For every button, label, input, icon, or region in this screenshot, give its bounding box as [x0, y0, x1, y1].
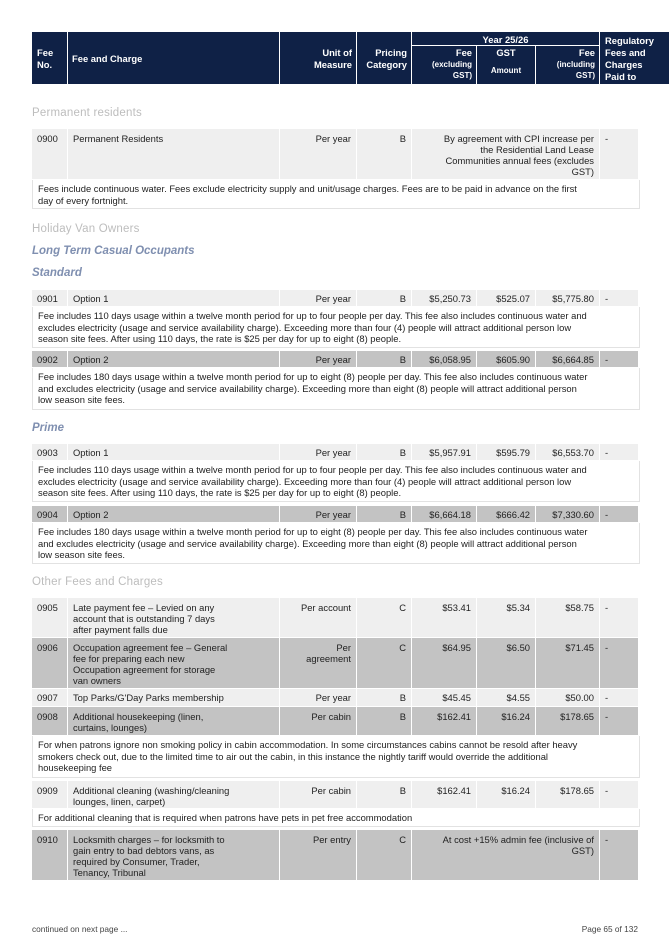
merged-line-1: At cost +15% admin fee (inclusive of	[442, 834, 594, 845]
table-row-0909	[32, 781, 638, 809]
note-line: low season site fees.	[38, 394, 126, 406]
regulatory: -	[605, 354, 609, 365]
header-fee-incl	[536, 46, 599, 84]
fee-no: 0907	[37, 692, 58, 703]
merged-line-2: GST)	[571, 845, 594, 856]
note-line: and excludes electricity (usage and service availability charge). Exceeding more than eight (8) people will attract additional person	[38, 537, 577, 549]
regulatory: -	[605, 834, 609, 845]
fee-name-line: fee for preparing each new	[73, 653, 185, 664]
cell-fee-no	[32, 830, 67, 881]
cell-fee-incl	[536, 707, 599, 736]
cell-fee-excl	[412, 781, 476, 809]
header-unit-of-measure	[280, 32, 356, 84]
note-line: Fee includes 180 days usage within a twelve month period for up to eight (8) people per day. This fee also includes continuous water	[38, 526, 588, 537]
fee-incl: $71.45	[565, 642, 594, 653]
note-0909	[32, 809, 640, 827]
unit: Per year	[315, 692, 351, 703]
cell-fee-incl	[536, 444, 599, 461]
cell-fee-incl	[536, 689, 599, 707]
header-gst	[477, 46, 535, 84]
gst: $16.24	[501, 711, 530, 722]
cell-fee-name	[68, 598, 279, 638]
fee-excl: $45.45	[442, 692, 471, 703]
cell-gst	[477, 781, 535, 809]
gst: $605.90	[496, 354, 530, 365]
note-line: For additional cleaning that is required when patrons have pets in pet free accommodation	[38, 812, 413, 823]
note-0908	[32, 736, 640, 778]
cell-fee-no	[32, 290, 67, 307]
note-line: Fee includes 110 days usage within a twelve month period for up to four people per day. This fee also includes continuous water and	[38, 310, 587, 321]
header-fee-no-label: Fee No.	[37, 47, 54, 70]
unit: Per year	[315, 447, 351, 458]
cell-merged-fee	[412, 830, 599, 881]
note-line: Fee includes 180 days usage within a twelve month period for up to eight (8) people per day. This fee also includes continuous water	[38, 371, 588, 382]
header-regulatory-l3: Charges	[605, 59, 643, 70]
cell-gst	[477, 598, 535, 638]
fee-incl: $6,553.70	[552, 447, 594, 458]
cell-unit	[280, 707, 356, 736]
table-row-0907	[32, 689, 638, 707]
cell-fee-no	[32, 351, 67, 368]
cell-regulatory	[600, 689, 638, 707]
merged-line-4: GST)	[571, 166, 594, 177]
fee-no: 0904	[37, 509, 58, 520]
cell-category	[357, 444, 411, 461]
cell-regulatory	[600, 598, 638, 638]
note-line: Fee includes 110 days usage within a twelve month period for up to four people per day. This fee also includes continuous water and	[38, 464, 587, 475]
fee-name: Permanent Residents	[73, 133, 164, 144]
header-fee-excl-l3: GST)	[452, 71, 472, 80]
merged-line-3: Communities annual fees (excludes	[445, 155, 594, 166]
fee-no: 0903	[37, 447, 58, 458]
cell-regulatory	[600, 351, 638, 368]
table-row-0901	[32, 290, 638, 307]
cell-unit	[280, 290, 356, 307]
note-line: low season site fees.	[38, 549, 126, 561]
subsection-long-term-casual: Long Term Casual Occupants	[32, 245, 195, 257]
category: B	[399, 447, 406, 458]
header-gst-l2: Amount	[490, 66, 522, 75]
gst: $666.42	[496, 509, 530, 520]
category: C	[399, 642, 406, 653]
category: C	[399, 834, 406, 845]
table-row-0905	[32, 598, 638, 638]
unit: Per cabin	[311, 785, 351, 796]
cell-regulatory	[600, 444, 638, 461]
fee-name-line: required by Consumer, Trader,	[73, 856, 200, 867]
note-line: smokers check out, due to the limited time to air out the cabin, in this instance the nightly tariff would override the additional	[38, 750, 548, 762]
fee-incl: $50.00	[565, 692, 594, 703]
cell-category	[357, 707, 411, 736]
fee-name-line: Additional housekeeping (linen,	[73, 711, 204, 722]
footer-page-number: Page 65 of 132	[581, 924, 638, 934]
note-line: season site fees. After using 110 days, the rate is $25 per day for up to eight (8) people.	[38, 333, 402, 345]
fee-incl: $178.65	[560, 785, 594, 796]
table-row-0908	[32, 707, 638, 736]
fee-no: 0910	[37, 834, 58, 845]
unit: Per year	[315, 293, 351, 304]
fee-name-line: curtains, lounges)	[73, 722, 147, 733]
cell-fee-name	[68, 830, 279, 881]
cell-category	[357, 129, 411, 180]
header-pricing-category-label: Pricing Category	[366, 47, 407, 70]
gst: $525.07	[496, 293, 530, 304]
cell-merged-fee	[412, 129, 599, 180]
unit: Per cabin	[311, 711, 351, 722]
cell-fee-name	[68, 689, 279, 707]
cell-unit	[280, 598, 356, 638]
cell-gst	[477, 444, 535, 461]
cell-category	[357, 290, 411, 307]
cell-category	[357, 781, 411, 809]
note-line: For when patrons ignore non smoking policy in cabin accommodation. In some circumstances cabins cannot be resold after heavy	[38, 739, 578, 750]
table-row-0900	[32, 129, 638, 180]
cell-fee-no	[32, 506, 67, 523]
fee-name-line: lounges, linen, carpet)	[73, 796, 166, 807]
cell-gst	[477, 506, 535, 523]
table-row-0910	[32, 830, 638, 881]
footer-continued: continued on next page ...	[32, 924, 128, 934]
fee-name-line: van owners	[73, 675, 121, 686]
cell-fee-excl	[412, 689, 476, 707]
fee-name-line: Additional cleaning (washing/cleaning	[73, 785, 230, 796]
cell-category	[357, 506, 411, 523]
regulatory: -	[605, 509, 609, 520]
cell-fee-no	[32, 444, 67, 461]
gst: $4.55	[506, 692, 530, 703]
note-0903	[32, 461, 640, 502]
cell-gst	[477, 689, 535, 707]
category: B	[399, 133, 406, 144]
note-line: excludes electricity (usage and service availability charge). Exceeding more than four (4) people will attract additional person low	[38, 321, 572, 333]
note-line: Fees include continuous water. Fees exclude electricity supply and unit/usage charges. Fees are to be paid in advance on the first	[38, 183, 577, 194]
cell-gst	[477, 351, 535, 368]
fee-excl: $6,664.18	[429, 509, 471, 520]
section-holiday-van-owners: Holiday Van Owners	[32, 223, 140, 235]
regulatory: -	[605, 133, 609, 144]
gst: $16.24	[501, 785, 530, 796]
cell-unit	[280, 781, 356, 809]
note-0904	[32, 523, 640, 564]
cell-regulatory	[600, 830, 638, 881]
fee-name-line: Occupation agreement fee – General	[73, 642, 228, 653]
header-unit-of-measure-label: Unit of Measure	[313, 47, 352, 70]
cell-fee-name	[68, 506, 279, 523]
fee-incl: $178.65	[560, 711, 594, 722]
cell-gst	[477, 707, 535, 736]
header-gst-l1: GST	[496, 47, 516, 58]
cell-fee-name	[68, 290, 279, 307]
fee-incl: $7,330.60	[552, 509, 594, 520]
cell-unit	[280, 506, 356, 523]
fee-no: 0909	[37, 785, 58, 796]
table-row-0903	[32, 444, 638, 461]
section-other-fees: Other Fees and Charges	[32, 576, 163, 588]
cell-gst	[477, 638, 535, 689]
header-regulatory	[600, 32, 669, 84]
cell-unit	[280, 351, 356, 368]
category: C	[399, 602, 406, 613]
fee-name-line: Tenancy, Tribunal	[73, 867, 146, 878]
header-regulatory-l2: Fees and	[605, 47, 646, 58]
gst: $595.79	[496, 447, 530, 458]
regulatory: -	[605, 642, 609, 653]
fee-name: Option 1	[73, 293, 109, 304]
gst: $5.34	[506, 602, 530, 613]
fee-name-line: gain entry to bad debtors vans, as	[73, 845, 215, 856]
fee-excl: $5,957.91	[429, 447, 471, 458]
regulatory: -	[605, 293, 609, 304]
note-0901	[32, 307, 640, 348]
fee-excl: $162.41	[437, 711, 471, 722]
regulatory: -	[605, 692, 609, 703]
regulatory: -	[605, 785, 609, 796]
fee-excl: $162.41	[437, 785, 471, 796]
cell-unit	[280, 129, 356, 180]
header-regulatory-l4: Paid to	[605, 71, 637, 82]
fee-excl: $53.41	[442, 602, 471, 613]
cell-fee-incl	[536, 781, 599, 809]
unit-line: Per	[336, 642, 351, 653]
note-line: and excludes electricity (usage and service availability charge). Exceeding more than eight (8) people will attract additional person	[38, 382, 577, 394]
cell-unit	[280, 830, 356, 881]
cell-fee-excl	[412, 638, 476, 689]
fee-name: Top Parks/G'Day Parks membership	[73, 692, 224, 703]
unit-line: agreement	[306, 653, 351, 664]
cell-category	[357, 351, 411, 368]
unit: Per year	[315, 354, 351, 365]
header-fee-incl-l2: (including	[556, 60, 595, 69]
header-fee-excl-l1: Fee	[455, 47, 472, 58]
header-fee-no	[32, 32, 67, 84]
cell-fee-name	[68, 444, 279, 461]
fee-no: 0901	[37, 293, 58, 304]
cell-fee-excl	[412, 707, 476, 736]
cell-category	[357, 689, 411, 707]
fee-excl: $5,250.73	[429, 293, 471, 304]
cell-regulatory	[600, 290, 638, 307]
cell-fee-excl	[412, 598, 476, 638]
header-pricing-category	[357, 32, 411, 84]
cell-fee-name	[68, 781, 279, 809]
fee-name-line: Locksmith charges – for locksmith to	[73, 834, 225, 845]
regulatory: -	[605, 711, 609, 722]
cell-category	[357, 830, 411, 881]
note-0902	[32, 368, 640, 410]
note-line: housekeeping fee	[38, 762, 113, 774]
cell-fee-excl	[412, 444, 476, 461]
regulatory: -	[605, 602, 609, 613]
merged-line-1: By agreement with CPI increase per	[443, 133, 594, 144]
note-line: season site fees. After using 110 days, the rate is $25 per day for up to eight (8) people.	[38, 487, 402, 499]
header-fee-and-charge	[68, 32, 279, 84]
header-regulatory-l1: Regulatory	[605, 35, 654, 46]
table-row-0904	[32, 506, 638, 523]
cell-category	[357, 598, 411, 638]
cell-fee-no	[32, 129, 67, 180]
cell-fee-no	[32, 638, 67, 689]
fee-name-line: after payment falls due	[73, 624, 168, 635]
category: B	[399, 354, 406, 365]
cell-fee-excl	[412, 290, 476, 307]
table-header	[32, 32, 654, 84]
fee-excl: $6,058.95	[429, 354, 471, 365]
cell-fee-excl	[412, 506, 476, 523]
cell-fee-excl	[412, 351, 476, 368]
fee-name: Option 2	[73, 354, 109, 365]
category: B	[399, 711, 406, 722]
note-line: day of every fortnight.	[38, 194, 129, 206]
header-year-label: Year 25/26	[482, 34, 529, 45]
header-fee-incl-l1: Fee	[578, 47, 595, 58]
fee-name-line: Late payment fee – Levied on any	[73, 602, 215, 613]
category: B	[399, 509, 406, 520]
header-fee-incl-l3: GST)	[575, 71, 595, 80]
regulatory: -	[605, 447, 609, 458]
fee-incl: $5,775.80	[552, 293, 594, 304]
fee-no: 0906	[37, 642, 58, 653]
cell-regulatory	[600, 781, 638, 809]
cell-unit	[280, 638, 356, 689]
cell-regulatory	[600, 638, 638, 689]
table-row-0906	[32, 638, 638, 689]
gst: $6.50	[506, 642, 530, 653]
header-fee-and-charge-label: Fee and Charge	[72, 53, 143, 64]
subsection-standard: Standard	[32, 267, 82, 279]
cell-fee-name	[68, 638, 279, 689]
cell-regulatory	[600, 129, 638, 180]
cell-fee-name	[68, 707, 279, 736]
cell-regulatory	[600, 506, 638, 523]
cell-fee-incl	[536, 638, 599, 689]
merged-line-2: the Residential Land Lease	[480, 144, 594, 155]
cell-fee-no	[32, 781, 67, 809]
note-0900	[32, 180, 640, 209]
cell-gst	[477, 290, 535, 307]
unit: Per year	[315, 133, 351, 144]
cell-fee-incl	[536, 598, 599, 638]
header-fee-excl	[412, 46, 476, 84]
fee-name-line: Occupation agreement for storage	[73, 664, 216, 675]
cell-unit	[280, 444, 356, 461]
fee-name: Option 2	[73, 509, 109, 520]
category: B	[399, 293, 406, 304]
fee-name: Option 1	[73, 447, 109, 458]
fee-no: 0900	[37, 133, 58, 144]
fee-excl: $64.95	[442, 642, 471, 653]
header-fee-excl-l2: (excluding	[431, 60, 472, 69]
section-permanent-residents: Permanent residents	[32, 107, 142, 119]
cell-unit	[280, 689, 356, 707]
subsection-prime: Prime	[32, 422, 64, 434]
cell-fee-incl	[536, 351, 599, 368]
category: B	[399, 785, 406, 796]
fee-incl: $6,664.85	[552, 354, 594, 365]
cell-fee-incl	[536, 290, 599, 307]
cell-fee-name	[68, 129, 279, 180]
fee-no: 0905	[37, 602, 58, 613]
cell-fee-no	[32, 707, 67, 736]
fee-no: 0902	[37, 354, 58, 365]
unit: Per account	[300, 602, 351, 613]
header-year	[412, 32, 599, 45]
unit: Per entry	[312, 834, 351, 845]
cell-fee-name	[68, 351, 279, 368]
fee-incl: $58.75	[565, 602, 594, 613]
cell-fee-incl	[536, 506, 599, 523]
category: B	[399, 692, 406, 703]
table-row-0902	[32, 351, 638, 368]
unit: Per year	[315, 509, 351, 520]
cell-category	[357, 638, 411, 689]
cell-fee-no	[32, 598, 67, 638]
cell-fee-no	[32, 689, 67, 707]
note-line: excludes electricity (usage and service availability charge). Exceeding more than four (4) people will attract additional person low	[38, 475, 572, 487]
cell-regulatory	[600, 707, 638, 736]
fee-no: 0908	[37, 711, 58, 722]
fee-name-line: account that is outstanding 7 days	[73, 613, 215, 624]
